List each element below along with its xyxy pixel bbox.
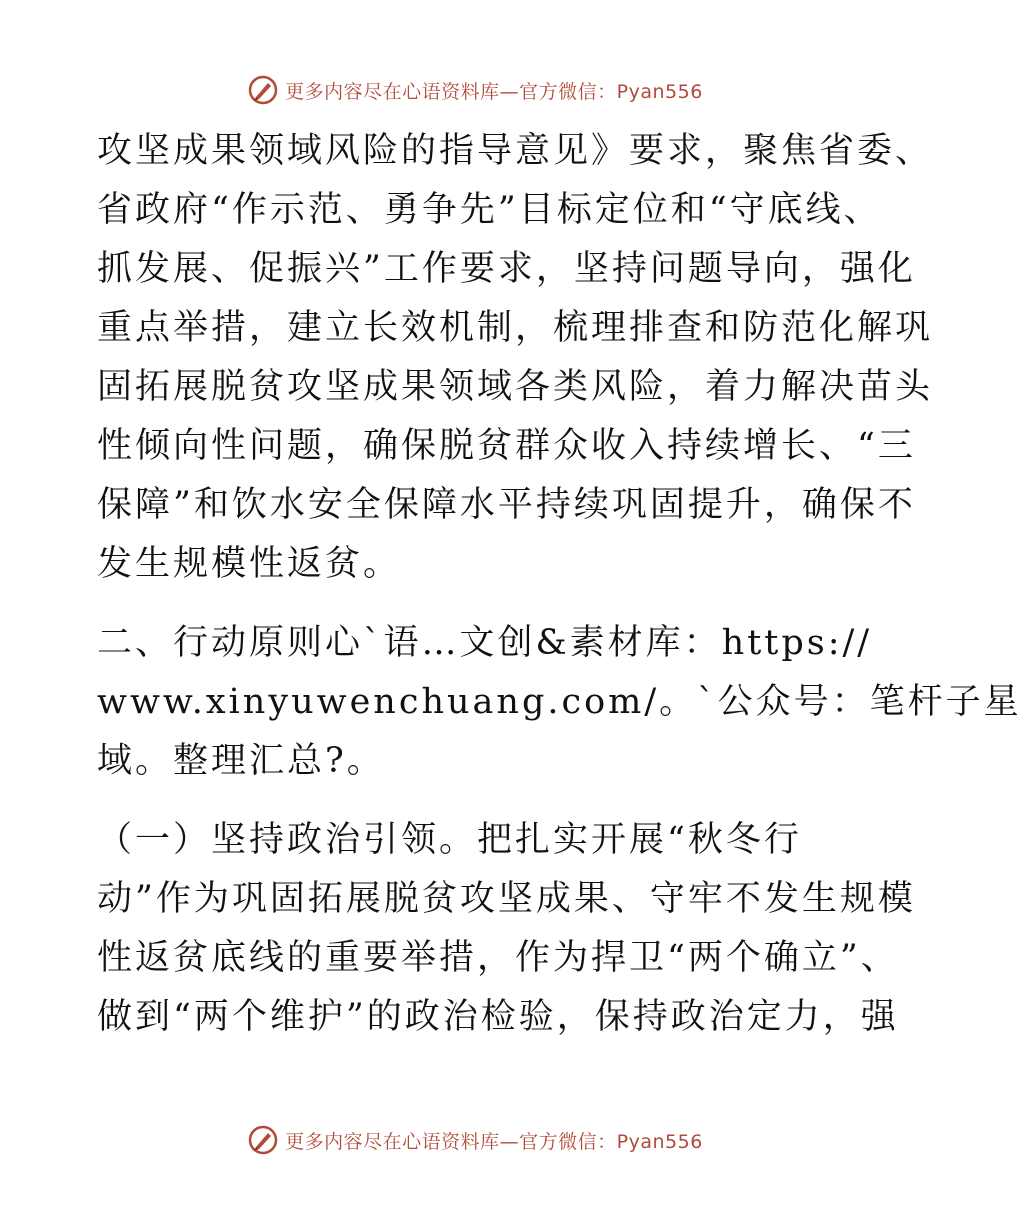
text-line: 抓发展、促振兴”工作要求，坚持问题导向，强化 [97, 249, 916, 289]
header-banner [0, 70, 950, 110]
text-line: 固拓展脱贫攻坚成果领域各类风险，着力解决苗头 [97, 367, 934, 407]
text-line: （一）坚持政治引领。把扎实开展“秋冬行 [97, 820, 802, 860]
text-line: 做到“两个维护”的政治检验，保持政治定力，强 [97, 997, 899, 1037]
text-line: 保障”和饮水安全保障水平持续巩固提升，确保不 [97, 485, 916, 525]
pen-logo-icon [247, 74, 279, 106]
header-banner-text: 更多内容尽在心语资料库—官方微信：Pyan556 [285, 80, 703, 103]
section-heading-principles [97, 614, 1022, 791]
text-line: 动”作为巩固拓展脱贫攻坚成果、守牢不发生规模 [97, 879, 916, 919]
paragraph-goal [97, 122, 934, 594]
pen-logo-icon [247, 1124, 279, 1156]
footer-banner-text: 更多内容尽在心语资料库—官方微信：Pyan556 [285, 1130, 703, 1153]
text-line: 攻坚成果领域风险的指导意见》要求，聚焦省委、 [97, 131, 934, 171]
heading-line: 二、行动原则心`语…文创&素材库：https:// [97, 623, 873, 663]
heading-line: 域。整理汇总?。 [97, 741, 385, 781]
paragraph-political-leadership [97, 811, 916, 1047]
document-body [97, 122, 1022, 1047]
text-line: 性倾向性问题，确保脱贫群众收入持续增长、“三 [97, 426, 916, 466]
text-line: 性返贫底线的重要举措，作为捍卫“两个确立”、 [97, 938, 899, 978]
heading-line: www.xinyuwenchuang.com/。`公众号：笔杆子星 [97, 682, 1022, 722]
text-line: 重点举措，建立长效机制，梳理排查和防范化解巩 [97, 308, 934, 348]
text-line: 发生规模性返贫。 [97, 544, 402, 584]
footer-banner [0, 1120, 950, 1160]
text-line: 省政府“作示范、勇争先”目标定位和“守底线、 [97, 190, 882, 230]
